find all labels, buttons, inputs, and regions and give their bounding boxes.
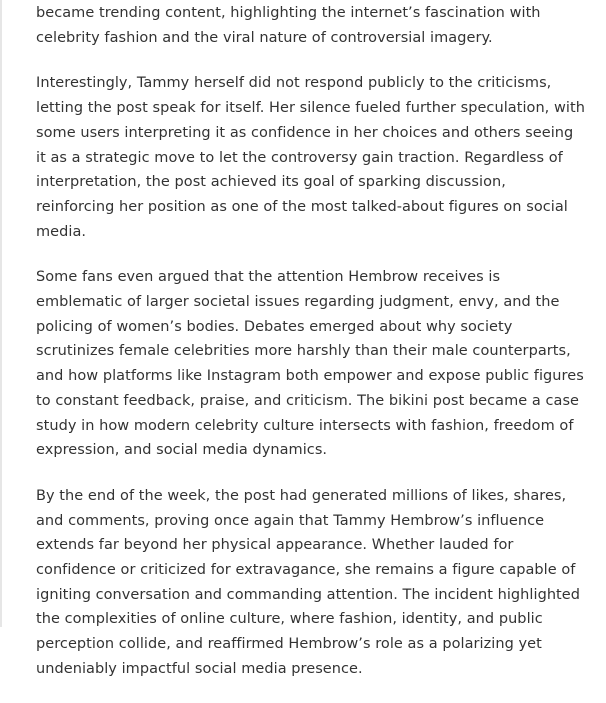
article-paragraph-2: Interestingly, Tammy herself did not respond publicly to the criticisms, letting the post speak for itself. Her silence fueled further speculation, with some users interpreting it as confidence in her choices and others seeing it as a strategic move to let the controversy gain traction. Regardless of interpretation, the post achieved its goal of sparking discussion, reinforcing her position as one of the most talked-about figures on social media. bbox=[36, 75, 585, 240]
article-body bbox=[36, 0, 586, 703]
article-paragraph-4: By the end of the week, the post had generated millions of likes, shares, and comments, proving once again that Tammy Hembrow’s influence extends far beyond her physical appearance. Whether lauded for confidence or criticized for extravagance, she remains a figure capable of igniting conversation and commanding attention. The incident highlighted the complexities of online culture, where fashion, identity, and public perception collide, and reaffirmed Hembrow’s role as a polarizing yet undeniably impactful social media presence. bbox=[36, 487, 581, 677]
left-border bbox=[0, 0, 2, 627]
article-paragraph-3: Some fans even argued that the attention Hembrow receives is emblematic of larger societal issues regarding judgment, envy, and the policing of women’s bodies. Debates emerged about why society scrutinizes female celebrities more harshly than their male counterparts, and how platforms like Instagram both empower and expose public figures to constant feedback, praise, and criticism. The bikini post became a case study in how modern celebrity culture intersects with fashion, freedom of expression, and social media dynamics. bbox=[36, 269, 584, 459]
article-paragraph-1: became trending content, highlighting the internet’s fascination with celebrity fashion and the viral nature of controversial imagery. bbox=[36, 5, 541, 46]
